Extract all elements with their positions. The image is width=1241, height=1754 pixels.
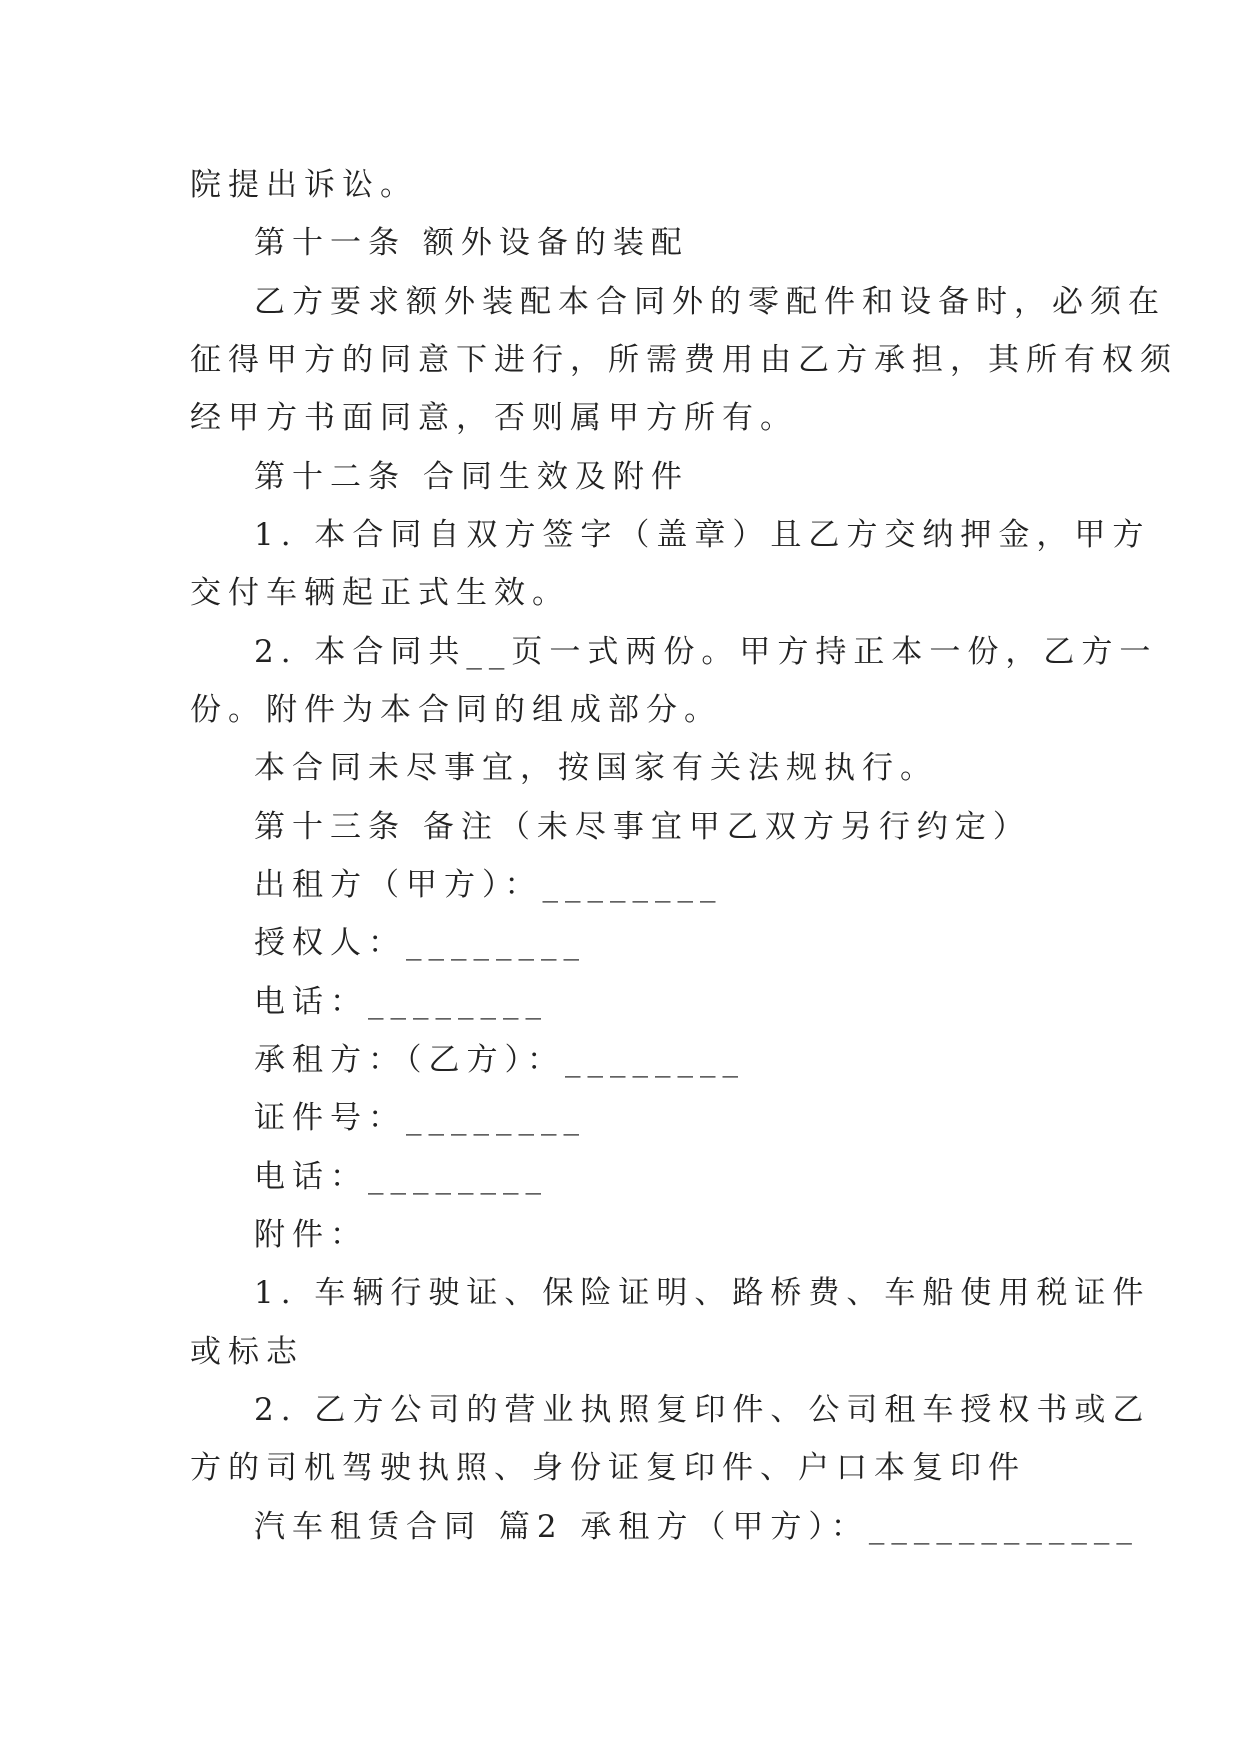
body-text-line: 乙方要求额外装配本合同外的零配件和设备时，必须在: [254, 284, 1166, 320]
body-text-line: 方的司机驾驶执照、身份证复印件、户口本复印件: [190, 1450, 1026, 1486]
list-item-line: 1. 车辆行驶证、保险证明、路桥费、车船使用税证件: [254, 1275, 1151, 1311]
article-heading: 第十二条 合同生效及附件: [254, 459, 689, 495]
signature-field-phone: 电话：________: [254, 984, 548, 1020]
body-text-line: 征得甲方的同意下进行，所需费用由乙方承担，其所有权须: [190, 342, 1178, 378]
signature-field-authorized-person: 授权人：________: [254, 925, 586, 961]
article-heading: 第十一条 额外设备的装配: [254, 225, 689, 261]
list-item-line: 2. 乙方公司的营业执照复印件、公司租车授权书或乙: [254, 1392, 1151, 1428]
list-item-line: 2. 本合同共__页一式两份。甲方持正本一份，乙方一: [254, 634, 1158, 670]
attachments-heading: 附件：: [254, 1217, 368, 1253]
section-heading: 汽车租赁合同 篇2 承租方（甲方）：____________: [254, 1509, 1139, 1545]
list-item-line: 1. 本合同自双方签字（盖章）且乙方交纳押金，甲方: [254, 517, 1151, 553]
body-text-line: 院提出诉讼。: [190, 167, 418, 203]
body-text-line: 交付车辆起正式生效。: [190, 575, 570, 611]
signature-field-phone: 电话：________: [254, 1159, 548, 1195]
signature-field-lessor: 出租方（甲方）：________: [254, 867, 723, 903]
body-text-line: 经甲方书面同意，否则属甲方所有。: [190, 400, 798, 436]
body-text-line: 份。附件为本合同的组成部分。: [190, 692, 722, 728]
signature-field-id-number: 证件号：________: [254, 1100, 586, 1136]
body-text-line: 本合同未尽事宜，按国家有关法规执行。: [254, 750, 938, 786]
body-text-line: 或标志: [190, 1334, 304, 1370]
article-heading: 第十三条 备注（未尽事宜甲乙双方另行约定）: [254, 809, 1031, 845]
signature-field-lessee: 承租方：（乙方）：________: [254, 1042, 745, 1078]
